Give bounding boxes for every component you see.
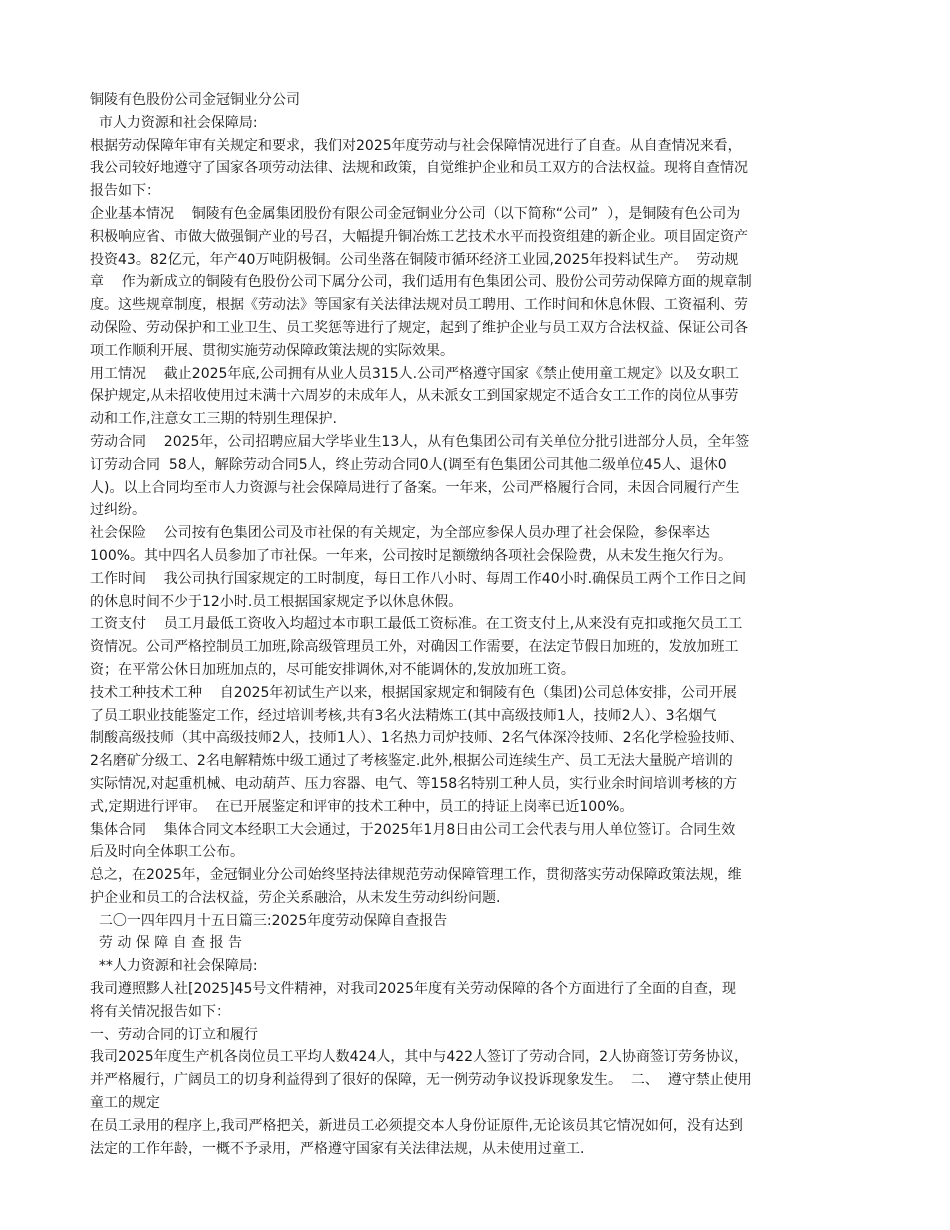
text-line: 式,定期进行评审。 在已开展鉴定和评审的技术工种中，员工的持证上岗率已近100%。 (90, 798, 634, 815)
text-line: 我公司较好地遵守了国家各项劳动法律、法规和政策，自觉维护企业和员工双方的合法权益。现将自查情况 (90, 160, 748, 177)
text-line: 二〇一四年四月十五日篇三:2025年度劳动保障自查报告 (90, 912, 448, 929)
text-line: 工作时间 我公司执行国家规定的工时制度，每日工作八小时、每周工作40小时.确保员工两个工作日之间 (90, 570, 747, 587)
text-line: 集体合同 集体合同文本经职工大会通过，于2025年1月8日由公司工会代表与用人单位签订。合同生效 (90, 821, 736, 838)
text-line: 资；在平常公休日加班加点的，尽可能安排调休,对不能调休的,发放加班工资。 (90, 661, 575, 678)
text-line: 总之，在2025年，金冠铜业分公司始终坚持法律规范劳动保障管理工作，贯彻落实劳动保障政策法规，维 (90, 867, 742, 884)
text-line: 我司2025年度生产机各岗位员工平均人数424人，其中与422人签订了劳动合同，2人协商签订劳务协议， (90, 1049, 748, 1066)
text-line: 2名磨矿分级工、2名电解精炼中级工通过了考核鉴定.此外,根据公司连续生产、员工无法大量脱产培训的 (90, 753, 733, 770)
text-line: 项工作顺利开展、贯彻实施劳动保障政策法规的实际效果。 (90, 342, 454, 359)
text-line: 人)。以上合同均至市人力资源与社会保障局进行了备案。一年来，公司严格履行合同，未因合同履行产生 (90, 479, 740, 496)
text-line: 劳动合同 2025年，公司招聘应届大学毕业生13人，从有色集团公司有关单位分批引进部分人员，全年签 (90, 433, 750, 450)
text-line: 企业基本情况 铜陵有色金属集团股份有限公司金冠铜业分公司（以下简称“公司” ），是铜陵有色公司为 (90, 205, 741, 222)
document-body (90, 89, 870, 1160)
text-line: **人力资源和社会保障局: (90, 958, 258, 975)
text-line: 工资支付 员工月最低工资收入均超过本市职工最低工资标准。在工资支付上,从来没有克扣或拖欠员工工 (90, 616, 743, 633)
text-line: 积极响应省、市做大做强铜产业的号召，大幅提升铜冶炼工艺技术水平而投资组建的新企业。项目固定资产 (90, 228, 748, 245)
text-line: 动保险、劳动保护和工业卫生、员工奖惩等进行了规定，起到了维护企业与员工双方合法权益、保证公司各 (90, 319, 748, 336)
text-line: 用工情况 截止2025年底,公司拥有从业人员315人.公司严格遵守国家《禁止使用童工规定》以及女职工 (90, 365, 740, 382)
text-line: 劳 动 保 障 自 查 报 告 (90, 935, 243, 952)
text-line: 动和工作,注意女工三期的特别生理保护. (90, 411, 337, 428)
text-line: 法定的工作年龄，一概不予录用，严格遵守国家有关法律法规，从未使用过童工. (90, 1140, 585, 1157)
text-line: 一、劳动合同的订立和履行 (90, 1026, 258, 1043)
text-line: 的休息时间不少于12小时.员工根据国家规定予以休息休假。 (90, 593, 463, 610)
text-line: 技术工种技术工种 自2025年初试生产以来，根据国家规定和铜陵有色（集团)公司总体安排，公司开展 (90, 684, 737, 701)
text-line: 护企业和员工的合法权益，劳企关系融洽，从未发生劳动纠纷问题. (90, 889, 501, 906)
text-line: 我司遵照黟人社[2025]45号文件精神，对我司2025年度有关劳动保障的各个方面进行了全面的自查，现 (90, 981, 736, 998)
text-line: 制酸高级技师（其中高级技师2人，技师1人）、1名热力司炉技师、2名气体深冷技师、2名化学检验技师、 (90, 730, 744, 747)
text-line: 了员工职业技能鉴定工作，经过培训考核,共有3名火法精炼工(其中高级技师1人，技师2人）、3名烟气 (90, 707, 717, 724)
text-line: 100%。其中四名人员参加了市社保。一年来，公司按时足额缴纳各项社会保险费，从未发生拖欠行为。 (90, 547, 733, 564)
text-line: 度。这些规章制度，根据《劳动法》等国家有关法律法规对员工聘用、工作时间和休息休假、工资福利、劳 (90, 297, 748, 314)
text-line: 根据劳动保障年审有关规定和要求，我们对2025年度劳动与社会保障情况进行了自查。从自查情况来看， (90, 137, 742, 154)
text-line: 保护规定,从未招收使用过未满十六周岁的未成年人，从未派女工到国家规定不适合女工工作的岗位从事劳 (90, 388, 739, 405)
text-line: 并严格履行，广阔员工的切身利益得到了很好的保障，无一例劳动争议投诉现象发生。 二、 遵守禁止使用 (90, 1072, 752, 1089)
text-line: 实际情况,对起重机械、电动葫芦、压力容器、电气、等158名特别工种人员，实行业余时间培训考核的方 (90, 775, 738, 792)
text-line: 过纠纷。 (90, 502, 146, 519)
text-line: 市人力资源和社会保障局: (90, 114, 258, 131)
text-line: 童工的规定 (90, 1095, 160, 1112)
text-line: 将有关情况报告如下： (90, 1003, 230, 1020)
text-line: 章 作为新成立的铜陵有色股份公司下属分公司，我们适用有色集团公司、股份公司劳动保障方面的规章制 (90, 274, 752, 291)
text-line: 社会保险 公司按有色集团公司及市社保的有关规定，为全部应参保人员办理了社会保险，参保率达 (90, 525, 710, 542)
text-line: 报告如下： (90, 183, 160, 200)
text-line: 投资43。82亿元，年产40万吨阴极铜。公司坐落在铜陵市循环经济工业园,2025年投料试生产。 劳动规 (90, 251, 739, 268)
text-line: 订劳动合同 58人，解除劳动合同5人，终止劳动合同0人(调至有色集团公司其他二级单位45人、退休0 (90, 456, 727, 473)
text-line: 铜陵有色股份公司金冠铜业分公司 (90, 92, 300, 108)
text-line: 在员工录用的程序上,我司严格把关，新进员工必须提交本人身份证原件,无论该员其它情况如何，没有达到 (90, 1117, 743, 1134)
text-line: 资情况。公司严格控制员工加班,除高级管理员工外，对确因工作需要，在法定节假日加班的，发放加班工 (90, 639, 739, 656)
text-line: 后及时向全体职工公布。 (90, 844, 244, 861)
